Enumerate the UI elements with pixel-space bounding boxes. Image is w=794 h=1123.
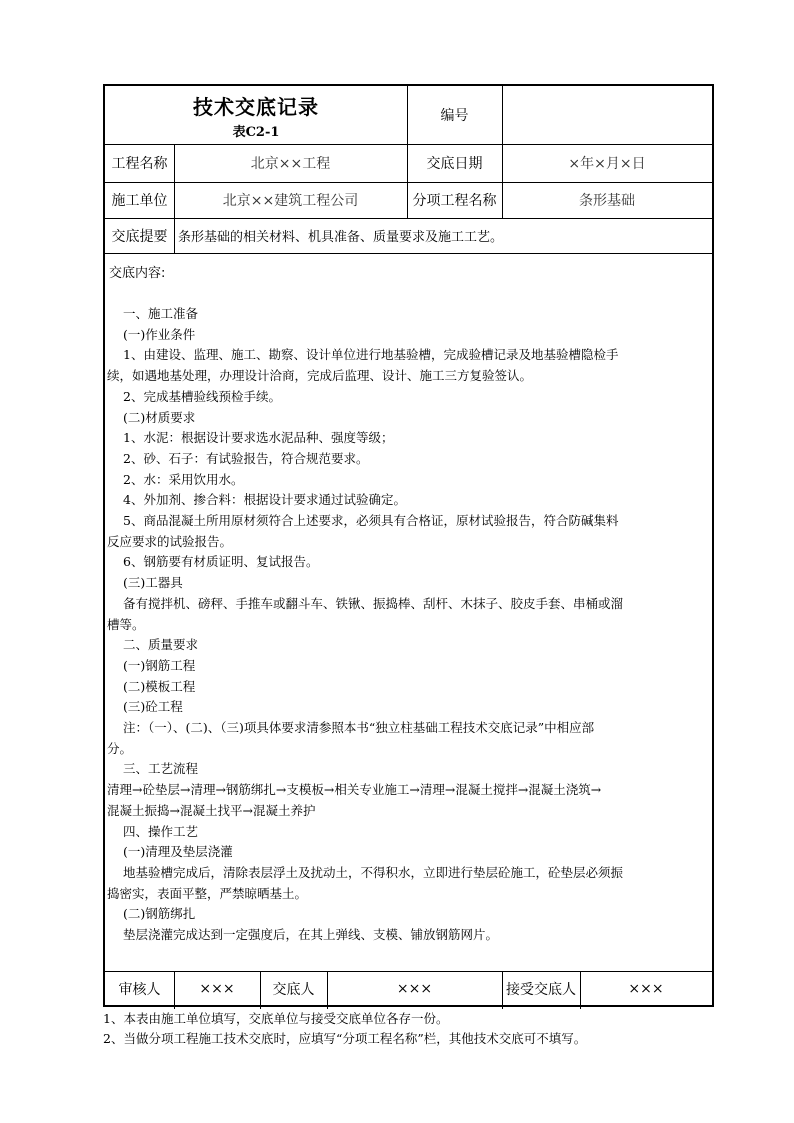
content-line: 三、工艺流程 [123,761,199,777]
form-number: 表C2-1 [232,124,280,140]
content-line: 注：（一）、(二)、（三)项具体要求清参照本书“独立柱基础工程技术交底记录”中相应部 [123,720,595,736]
form-notes [103,1009,586,1049]
content-line: (一)钢筋工程 [123,657,196,673]
note-1: 1、本表由施工单位填写，交底单位与接受交底单位各存一份。 [103,1011,449,1026]
content-line: (二)材质要求 [123,409,196,425]
content-label: 交底内容: [109,266,166,281]
content-line: 四、操作工艺 [123,823,199,839]
sub-project-value[interactable]: 条形基础 [579,193,635,209]
content-line: 2、砂、石子：有试验报告，符合规范要求。 [123,450,369,466]
row-divider [105,253,712,254]
content-line: 续，如遇地基处理，办理设计洽商，完成后监理、设计、施工三方复验签认。 [107,368,533,384]
content-line: (三)工器具 [123,575,183,591]
content-line: (一)作业条件 [123,326,196,342]
content-line: 二、质量要求 [123,637,199,653]
content-line: (一)清理及垫层浇灌 [123,844,233,860]
content-line: (二)模板工程 [123,678,196,694]
reviewer-value[interactable]: ××× [199,981,235,997]
content-line: 备有搅拌机、磅秤、手推车或翻斗车、铁锹、振捣棒、刮杆、木抹子、胶皮手套、串桶或溜 [123,595,624,611]
content-line: 一、施工准备 [123,306,199,321]
construction-unit-label: 施工单位 [111,193,168,209]
discloser-value[interactable]: ××× [396,981,433,997]
form-title: 技术交底记录 [193,94,319,119]
content-line: (三)砼工程 [123,699,183,715]
disclosure-date-label: 交底日期 [426,156,483,172]
content-line: 混凝土振捣→混凝土找平→混凝土养护 [107,802,316,818]
construction-unit-value[interactable]: 北京××建筑工程公司 [222,193,359,209]
project-name-value[interactable]: 北京××工程 [250,156,331,172]
disclosure-form [103,84,714,1007]
note-2: 2、当做分项工程施工技术交底时，应填写“分项工程名称”栏，其他技术交底可不填写。 [103,1031,587,1046]
content-line: 1、水泥：根据设计要求选水泥品种、强度等级； [123,430,394,446]
content-line: 地基验槽完成后，清除表层浮土及扰动土，不得积水，立即进行垫层砼施工，砼垫层必须振 [123,864,624,880]
receiver-value[interactable]: ××× [628,981,664,997]
content-line: 清理→砼垫层→清理→钢筋绑扎→支模板→相关专业施工→清理→混凝土搅拌→混凝土浇筑→ [107,782,602,798]
content-line: 5、商品混凝土所用原材须符合上述要求，必须具有合格证，原材试验报告，符合防碱集料 [123,513,619,529]
content-line: 2、水：采用饮用水。 [123,471,244,487]
content-line: 6、钢筋要有材质证明、复试报告。 [123,554,319,570]
discloser-label: 交底人 [272,982,315,998]
content-line: (二)钢筋绑扎 [123,906,196,922]
content-line: 分。 [107,740,133,756]
sub-project-label: 分项工程名称 [412,193,497,209]
content-line: 4、外加剂、掺合料：根据设计要求通过试验确定。 [123,492,406,508]
summary-value[interactable]: 条形基础的相关材料、机具准备、质量要求及施工工艺。 [178,230,504,245]
reviewer-label: 审核人 [118,982,161,998]
content-line: 捣密实，表面平整，严禁晾晒基土。 [107,885,308,901]
content-line: 槽等。 [107,616,145,632]
number-value[interactable] [502,86,712,144]
number-label: 编号 [440,108,469,124]
content-line: 垫层浇灌完成达到一定强度后，在其上弹线、支模、铺放钢筋网片。 [123,927,499,943]
content-line: 2、完成基槽验线预检手续。 [123,388,281,404]
content-lines [107,304,711,946]
content-line: 反应要求的试验报告。 [107,533,233,549]
receiver-label: 接受交底人 [506,982,576,998]
disclosure-content[interactable] [107,260,711,970]
content-line: 1、由建设、监理、施工、勘察、设计单位进行地基验槽，完成验槽记录及地基验槽隐检手 [123,347,619,363]
project-name-label: 工程名称 [111,156,168,172]
summary-label: 交底提要 [111,228,168,245]
disclosure-date-value[interactable]: ×年×月×日 [568,156,646,172]
